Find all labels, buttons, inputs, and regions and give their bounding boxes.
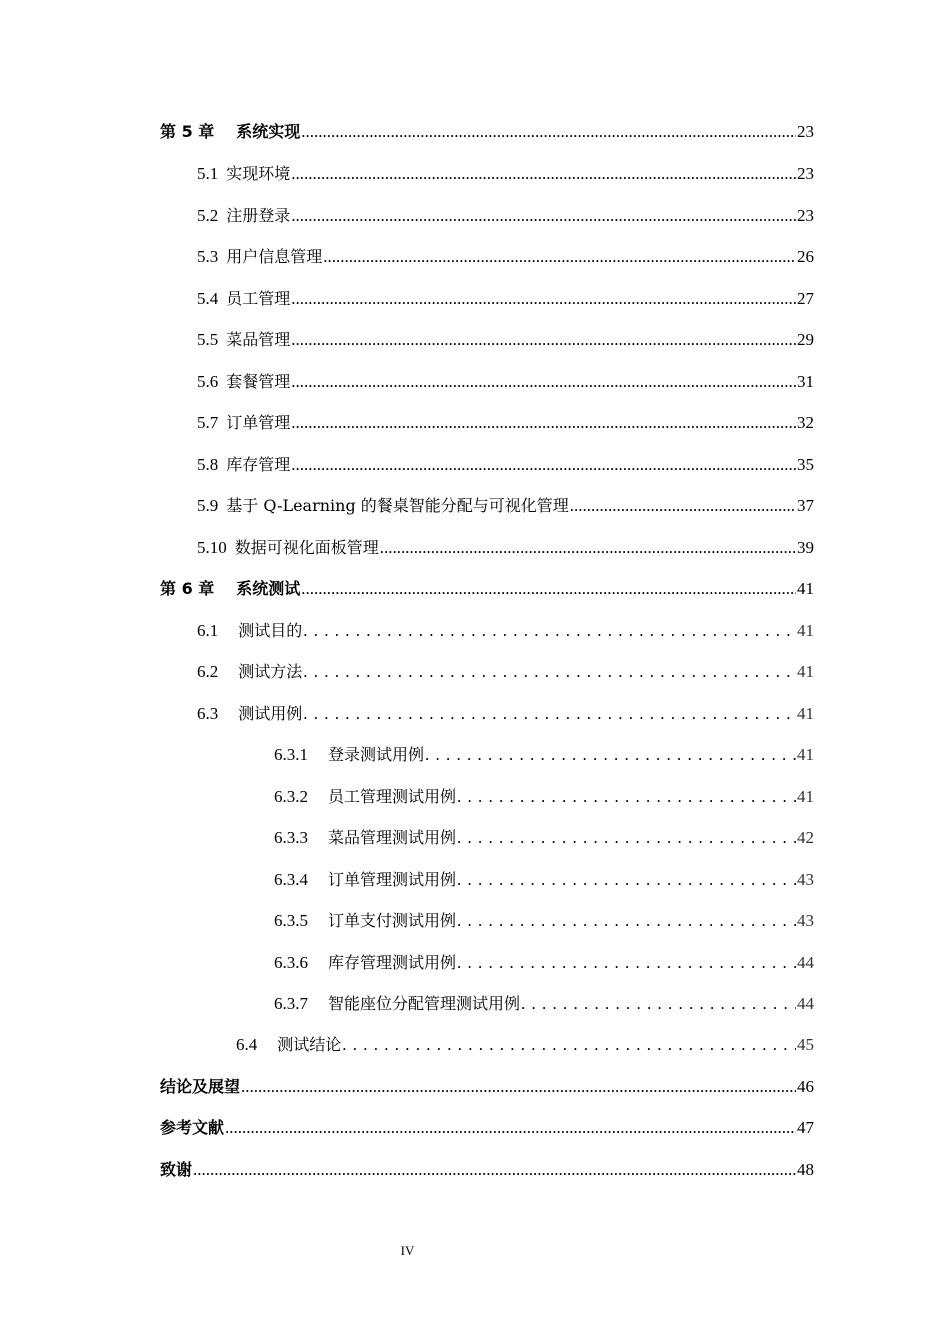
toc-number: 6.3.6 [274, 953, 308, 972]
toc-number: 6.3.4 [274, 870, 308, 889]
toc-page-number: 23 [797, 164, 814, 183]
toc-number: 5.4 [197, 289, 219, 308]
dot-leader [425, 743, 796, 767]
toc-title: 注册登录 [226, 206, 291, 225]
toc-entry-5-7[interactable] [197, 411, 814, 435]
toc-entry-6-4[interactable] [236, 1033, 814, 1057]
toc-number: 6.3.5 [274, 911, 308, 930]
toc-title: 基于 Q-Learning 的餐桌智能分配与可视化管理 [226, 496, 569, 515]
toc-page-number: 37 [797, 496, 814, 515]
dot-leader [291, 204, 796, 228]
toc-entry-6-2[interactable] [197, 660, 814, 684]
toc-number: 6.4 [236, 1035, 258, 1054]
toc-page-number: 41 [797, 787, 814, 806]
toc-title: 致谢 [160, 1160, 193, 1179]
toc-entry-chapter-5[interactable] [160, 120, 814, 144]
toc-page-number: 42 [797, 828, 814, 847]
toc-page-number: 48 [797, 1160, 814, 1179]
toc-number: 6.3.7 [274, 994, 308, 1013]
toc-page-number: 47 [797, 1118, 814, 1137]
toc-page-number: 43 [797, 911, 814, 930]
toc-number: 5.3 [197, 247, 219, 266]
toc-entry-chapter-6[interactable] [160, 577, 814, 601]
toc-entry-5-6[interactable] [197, 370, 814, 394]
toc-entry-acknowledgements[interactable] [160, 1158, 814, 1182]
toc-number: 5.9 [197, 496, 219, 515]
toc-entry-6-3-3[interactable] [274, 826, 814, 850]
toc-entry-5-3[interactable] [197, 245, 814, 269]
toc-title: 库存管理测试用例 [328, 953, 457, 972]
toc-number: 6.1 [197, 621, 219, 640]
toc-number: 6.2 [197, 662, 219, 681]
toc-page-number: 41 [797, 621, 814, 640]
toc-entry-references[interactable] [160, 1116, 814, 1140]
dot-leader [457, 951, 796, 975]
toc-number: 5.8 [197, 455, 219, 474]
toc-entry-5-4[interactable] [197, 287, 814, 311]
toc-entry-5-10[interactable] [197, 536, 814, 560]
dot-leader [301, 120, 796, 144]
toc-title: 订单管理测试用例 [328, 870, 457, 889]
toc-entry-5-5[interactable] [197, 328, 814, 352]
toc-number: 5.2 [197, 206, 219, 225]
toc-number: 6.3.2 [274, 787, 308, 806]
toc-entry-6-3-2[interactable] [274, 785, 814, 809]
toc-page-number: 41 [797, 579, 814, 598]
toc-title: 测试方法 [238, 662, 303, 681]
toc-entry-6-1[interactable] [197, 619, 814, 643]
toc-number: 5.10 [197, 538, 227, 557]
toc-entry-6-3-5[interactable] [274, 909, 814, 933]
dot-leader [521, 992, 796, 1016]
toc-page-number: 41 [797, 704, 814, 723]
toc-entry-5-1[interactable] [197, 162, 814, 186]
dot-leader [457, 909, 796, 933]
toc-page-number: 41 [797, 662, 814, 681]
toc-entry-6-3-1[interactable] [274, 743, 814, 767]
dot-leader [291, 328, 796, 352]
toc-entry-conclusion[interactable] [160, 1075, 814, 1099]
toc-page-number: 29 [797, 330, 814, 349]
toc-page-number: 44 [797, 953, 814, 972]
dot-leader [457, 826, 796, 850]
dot-leader [225, 1116, 796, 1140]
toc-title: 菜品管理 [226, 330, 291, 349]
toc-page-number: 23 [797, 122, 814, 141]
toc-entry-6-3-7[interactable] [274, 992, 814, 1016]
toc-page-number: 26 [797, 247, 814, 266]
page-footer-number: IV [400, 1243, 415, 1258]
dot-leader [323, 245, 796, 269]
dot-leader [291, 287, 796, 311]
toc-number: 5.7 [197, 413, 219, 432]
toc-entry-5-8[interactable] [197, 453, 814, 477]
toc-entry-5-9[interactable] [197, 494, 814, 518]
dot-leader [291, 162, 796, 186]
toc-title: 员工管理测试用例 [328, 787, 457, 806]
dot-leader [301, 577, 796, 601]
toc-page-number: 31 [797, 372, 814, 391]
toc-title: 库存管理 [226, 455, 291, 474]
dot-leader [457, 785, 796, 809]
dot-leader [380, 536, 796, 560]
toc-title: 系统实现 [236, 122, 301, 141]
toc-title: 智能座位分配管理测试用例 [328, 994, 521, 1013]
toc-entry-6-3-4[interactable] [274, 868, 814, 892]
toc-number: 6.3.3 [274, 828, 308, 847]
toc-title: 用户信息管理 [226, 247, 323, 266]
toc-title: 订单管理 [226, 413, 291, 432]
toc-title: 结论及展望 [160, 1077, 241, 1096]
toc-title: 订单支付测试用例 [328, 911, 457, 930]
toc-title: 登录测试用例 [328, 745, 425, 764]
toc-number: 第 6 章 [160, 579, 215, 598]
dot-leader [570, 494, 796, 518]
toc-number: 6.3.1 [274, 745, 308, 764]
toc-title: 参考文献 [160, 1118, 225, 1137]
toc-page-number: 44 [797, 994, 814, 1013]
toc-page-number: 43 [797, 870, 814, 889]
dot-leader [342, 1033, 796, 1057]
toc-title: 测试目的 [238, 621, 303, 640]
toc-title: 套餐管理 [226, 372, 291, 391]
dot-leader [457, 868, 796, 892]
toc-number: 5.6 [197, 372, 219, 391]
dot-leader [303, 619, 796, 643]
toc-title: 测试用例 [238, 704, 303, 723]
toc-page-number: 39 [797, 538, 814, 557]
toc-page-number: 23 [797, 206, 814, 225]
toc-entry-6-3-6[interactable] [274, 951, 814, 975]
toc-number: 5.5 [197, 330, 219, 349]
dot-leader [303, 702, 796, 726]
toc-number: 6.3 [197, 704, 219, 723]
toc-entry-6-3[interactable] [197, 702, 814, 726]
toc-title: 数据可视化面板管理 [234, 538, 379, 557]
toc-entry-5-2[interactable] [197, 204, 814, 228]
dot-leader [303, 660, 796, 684]
dot-leader [193, 1158, 796, 1182]
toc-page-number: 45 [797, 1035, 814, 1054]
toc-page-number: 32 [797, 413, 814, 432]
toc-page-number: 27 [797, 289, 814, 308]
dot-leader [291, 453, 796, 477]
toc-number: 第 5 章 [160, 122, 215, 141]
dot-leader [291, 370, 796, 394]
toc-page-number: 35 [797, 455, 814, 474]
toc-title: 菜品管理测试用例 [328, 828, 457, 847]
toc-title: 实现环境 [226, 164, 291, 183]
toc-title: 员工管理 [226, 289, 291, 308]
toc-page-number: 46 [797, 1077, 814, 1096]
dot-leader [241, 1075, 796, 1099]
toc-number: 5.1 [197, 164, 219, 183]
toc-title: 系统测试 [236, 579, 301, 598]
dot-leader [291, 411, 796, 435]
toc-title: 测试结论 [277, 1035, 342, 1054]
toc-page-number: 41 [797, 745, 814, 764]
